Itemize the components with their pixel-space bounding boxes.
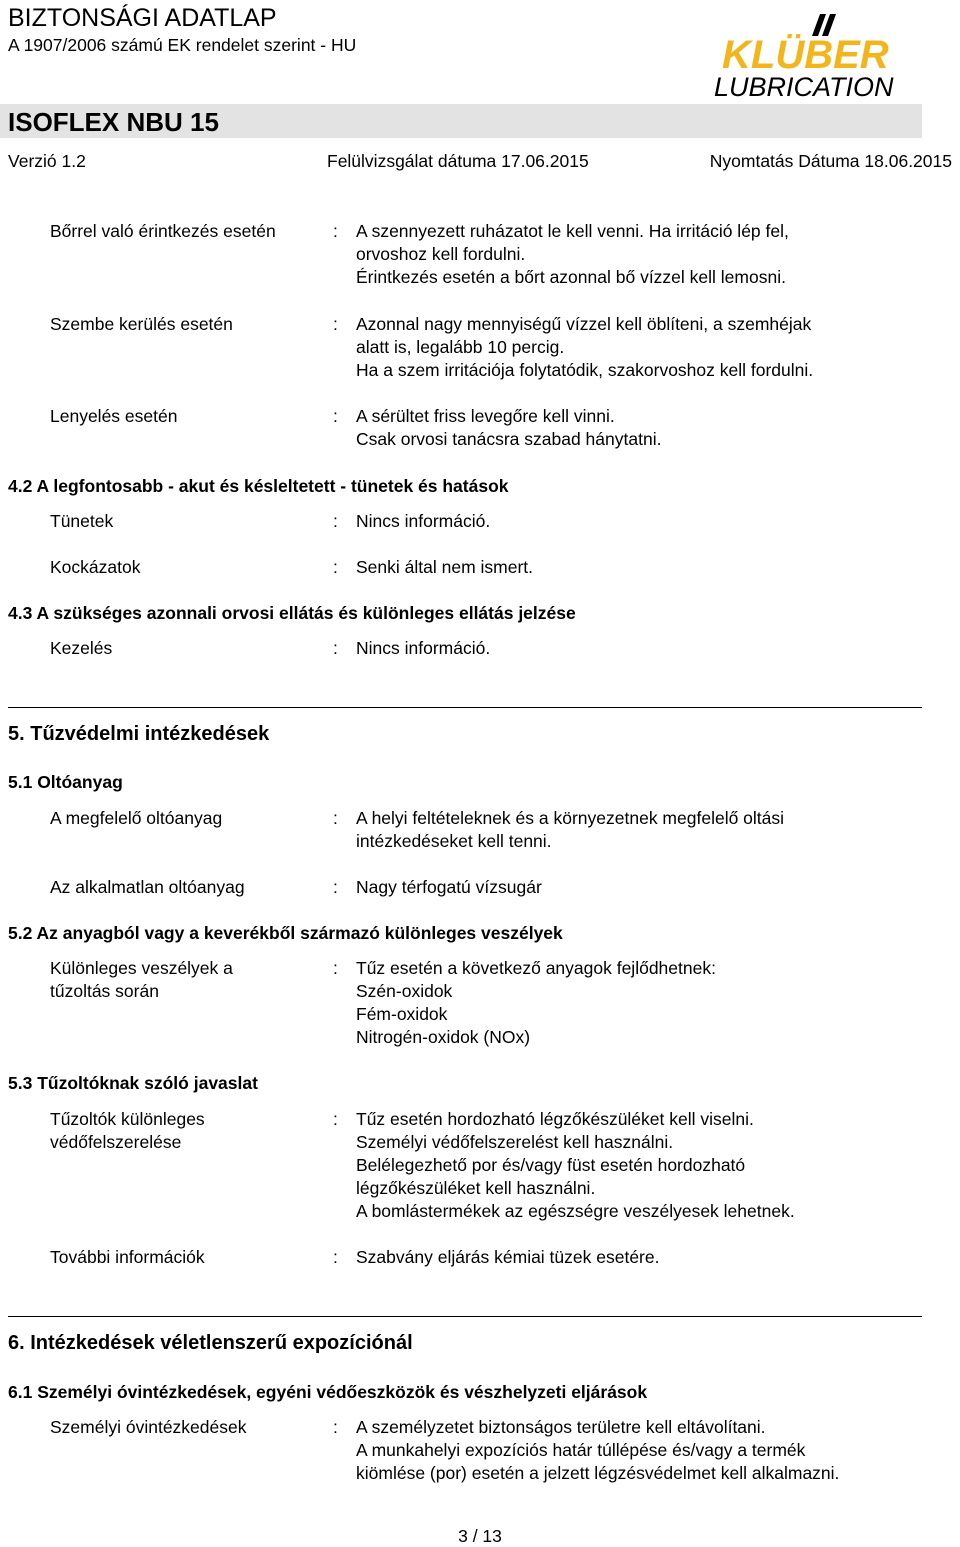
section-heading-6: 6. Intézkedések véletlenszerű expozíciónál [8,1332,413,1354]
field-colon: : [333,638,338,658]
field-colon: : [333,314,338,334]
field-colon: : [333,511,338,531]
field-value: Nincs információ. [356,511,491,531]
field-value: Tűz esetén hordozható légzőkészüléket kell viselni. Személyi védőfelszerelést kell használni. Belélegezhető por és/vagy füst esetén hordozható légzőkészüléket kell használni. A bomlástermékek az egészségre veszélyesek lehetnek. [356,1109,795,1221]
field-value: Nincs információ. [356,638,491,658]
document-title: BIZTONSÁGI ADATLAP [8,4,277,32]
field-label: Lenyelés esetén [50,406,178,426]
field-colon: : [333,1109,338,1129]
subsection-heading-5-2: 5.2 Az anyagból vagy a keverékből származó különleges veszélyek [8,923,563,943]
field-label: Az alkalmatlan oltóanyag [50,877,245,897]
field-value: Tűz esetén a következő anyagok fejlődhetnek: Szén-oxidok Fém-oxidok Nitrogén-oxidok (NOx) [356,958,716,1047]
field-value: A sérültet friss levegőre kell vinni. Csak orvosi tanácsra szabad hánytatni. [356,406,662,449]
field-colon: : [333,557,338,577]
field-colon: : [333,1247,338,1267]
logo-lubrication-text: LUBRICATION [714,72,894,100]
field-value: A helyi feltételeknek és a környezetnek megfelelő oltási intézkedéseket kell tenni. [356,808,785,851]
field-label: További információk [50,1247,205,1267]
subsection-heading-5-3: 5.3 Tűzoltóknak szóló javaslat [8,1073,258,1093]
field-label: Bőrrel való érintkezés esetén [50,221,276,241]
field-label: Szembe kerülés esetén [50,314,233,334]
page-number: 3 / 13 [458,1526,502,1546]
section-divider [8,1316,922,1317]
regulation-line: A 1907/2006 számú EK rendelet szerint - HU [8,35,357,55]
field-label: Kezelés [50,638,113,658]
field-label: Kockázatok [50,557,141,577]
field-label: Különleges veszélyek a tűzoltás során [50,958,233,1001]
section-divider [8,707,922,708]
field-colon: : [333,1417,338,1437]
field-label: Személyi óvintézkedések [50,1417,247,1437]
field-label: Tünetek [50,511,114,531]
version: Verzió 1.2 [8,151,86,171]
field-label: A megfelelő oltóanyag [50,808,223,828]
print-date: Nyomtatás Dátuma 18.06.2015 [709,151,952,171]
section-heading-5: 5. Tűzvédelmi intézkedések [8,723,270,745]
field-value: A szennyezett ruházatot le kell venni. Ha irritáció lép fel, orvoshoz kell fordulni. Érintkezés esetén a bőrt azonnal bő vízzel kell lemosni. [356,221,789,287]
subsection-heading-4-3: 4.3 A szükséges azonnali orvosi ellátás és különleges ellátás jelzése [8,603,576,623]
field-label: Tűzoltók különleges védőfelszerelése [50,1109,205,1152]
field-value: A személyzetet biztonságos területre kell eltávolítani. A munkahelyi expozíciós határ túllépése és/vagy a termék kiömlése (por) esetén a jelzett légzésvédelmet kell alkalmazni. [356,1417,840,1483]
kluber-logo [708,6,948,100]
field-colon: : [333,958,338,978]
product-name: ISOFLEX NBU 15 [8,107,219,137]
field-colon: : [333,877,338,897]
field-value: Azonnal nagy mennyiségű vízzel kell öblíteni, a szemhéjak alatt is, legalább 10 percig. Ha a szem irritációja folytatódik, szakorvoshoz kell fordulni. [356,314,814,380]
subsection-heading-5-1: 5.1 Oltóanyag [8,772,123,792]
field-value: Nagy térfogatú vízsugár [356,877,542,897]
revision-date: Felülvizsgálat dátuma 17.06.2015 [327,151,589,171]
field-value: Szabvány eljárás kémiai tüzek esetére. [356,1247,660,1267]
subsection-heading-6-1: 6.1 Személyi óvintézkedések, egyéni védőeszközök és vészhelyzeti eljárások [8,1382,648,1402]
field-value: Senki által nem ismert. [356,557,534,577]
field-colon: : [333,406,338,426]
field-colon: : [333,808,338,828]
field-colon: : [333,221,338,241]
subsection-heading-4-2: 4.2 A legfontosabb - akut és késleltetett - tünetek és hatások [8,476,509,496]
logo-kluber-text: KLÜBER [722,33,889,77]
